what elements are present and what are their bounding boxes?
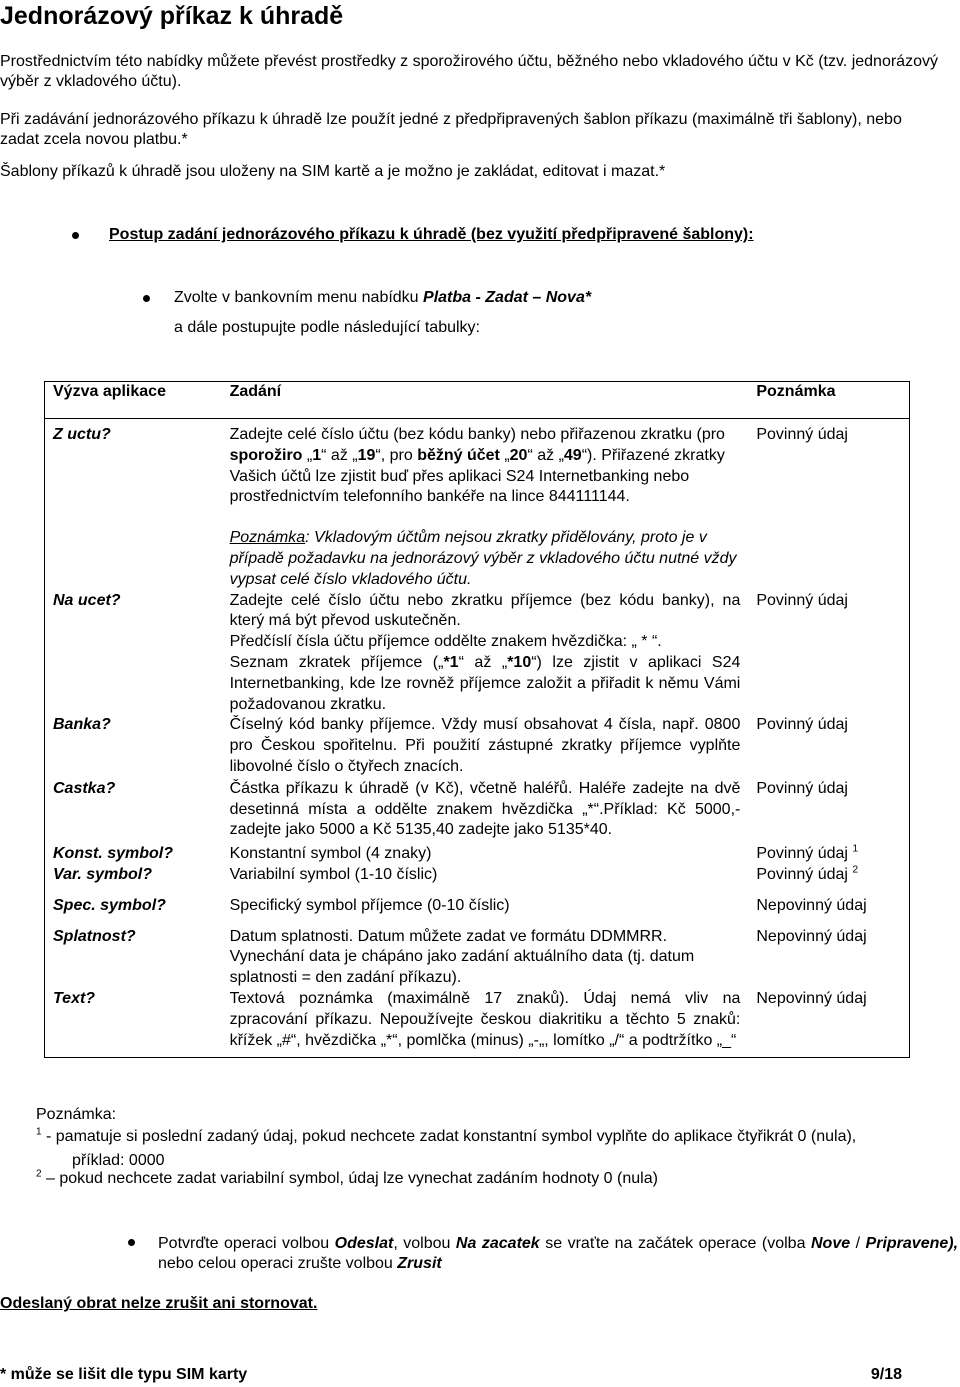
header-zadani: Zadání <box>222 382 749 419</box>
footnotes-title: Poznámka: <box>36 1106 117 1123</box>
row-label: Text? <box>45 989 222 1058</box>
footer-note: * může se lišit dle typu SIM karty <box>0 1366 248 1383</box>
zvolte-prefix: Zvolte v bankovním menu nabídku <box>174 289 424 306</box>
table-row <box>45 778 910 841</box>
warning-text: Odeslaný obrat nelze zrušit ani stornovat. <box>0 1295 318 1312</box>
header-poznamka: Poznámka <box>748 382 909 419</box>
row-poznamka: Povinný údaj <box>748 715 909 777</box>
postup-heading: Postup zadání jednorázového příkazu k úhradě (bez využití předpřipravené šablony): <box>109 226 754 243</box>
footnote-1-example: příklad: 0000 <box>72 1152 165 1169</box>
row-zadani: Číselný kód banky příjemce. Vždy musí obsahovat 4 čísla, např. 0800 pro Českou spořitelnu. Při použití zástupné zkratky příjemce vyplňte libovolné číslo o čtyřech znacích. <box>229 716 741 775</box>
zvolte-line-2: a dále postupujte podle následující tabulky: <box>174 319 480 336</box>
row-poznamka: Povinný údaj <box>748 778 909 841</box>
row-zadani <box>222 419 749 591</box>
row-zadani: Specifický symbol příjemce (0-10 číslic) <box>229 896 510 914</box>
row-label: Castka? <box>45 778 222 841</box>
footnote-2: $^2$ – pokud nechcete zadat variabilní symbol, údaj lze vynechat zadáním hodnoty 0 (nula) <box>36 1168 658 1187</box>
table-row <box>45 419 910 591</box>
bullet-icon <box>72 232 79 239</box>
intro-paragraph-3: Šablony příkazů k úhradě jsou uloženy na SIM kartě a je možno je zakládat, editovat i mazat.* <box>0 163 666 180</box>
page-title: Jednorázový příkaz k úhradě <box>0 2 344 30</box>
row-poznamka: Nepovinný údaj <box>748 886 909 917</box>
row-zadani: Konstantní symbol (4 znaky) <box>229 845 432 863</box>
table-row <box>45 841 910 865</box>
row-poznamka: Povinný údaj $^1$ <box>748 841 909 865</box>
row-zadani: Textová poznámka (maximálně 17 znaků). Údaj nemá vliv na zpracování příkazu. Nepoužívejte českou diakritiku a těchto 5 znaků: křížek „#“, hvězdička „*“, pomlčka (minus) „-„, lomítko „/“ a podtržítko „_“ <box>222 989 749 1058</box>
table-row <box>45 886 910 917</box>
row-zadani: Částka příkazu k úhradě (v Kč), včetně haléřů. Haléře zadejte na dvě desetinná místa a oddělte znakem hvězdička „*“.Příklad: Kč 5000,- zadejte jako 5000 a Kč 5135,40 zadejte jako 5135*40. <box>229 779 741 839</box>
table-row <box>45 591 910 716</box>
row-label: Spec. symbol? <box>45 886 222 917</box>
row-poznamka: Povinný údaj <box>748 419 909 591</box>
table-row <box>45 989 910 1058</box>
row-poznamka: Povinný údaj <box>748 591 909 716</box>
header-vyzva: Výzva aplikace <box>45 382 222 419</box>
row-poznamka: Nepovinný údaj <box>748 989 909 1058</box>
zuctu-note: Poznámka: Vkladovým účtům nejsou zkratky přidělovány, proto je v případě požadavku na jednorázový výběr z vkladového účtu nutné vždy vypsat celé číslo vkladového účtu. <box>229 529 737 588</box>
row-poznamka: Povinný údaj $^2$ <box>748 865 909 886</box>
row-label: Na ucet? <box>45 591 222 716</box>
table-row <box>45 865 910 886</box>
bullet-icon <box>128 1239 135 1246</box>
intro-paragraph-1: Prostřednictvím této nabídky můžete převést prostředky z sporožirového účtu, běžného nebo vkladového účtu v Kč (tzv. jednorázový výběr z vkladového účtu). <box>0 53 938 90</box>
bullet-icon <box>143 295 150 302</box>
table-row <box>45 715 910 777</box>
row-zadani: Zadejte celé číslo účtu nebo zkratku příjemce (bez kódu banky), na který má být převod uskutečněn. Předčíslí čísla účtu příjemce oddělte znakem hvězdička: „ * “. Seznam zkratek příjemce („*1“ až „*10“) lze zjistit v aplikaci S24 Internetbanking, kde lze rovněž příjemce založit a přiřadit k němu Vámi požadovanou zkratku. <box>229 591 741 713</box>
potvrdte-paragraph: Potvrďte operaci volbou Odeslat, volbou Na zacatek se vraťte na začátek operace (volba Nove / Pripravene), nebo celou operaci zrušte volbou Zrusit <box>158 1235 959 1272</box>
row-label: Var. symbol? <box>45 865 222 886</box>
instructions-table <box>44 381 910 1058</box>
row-zadani: Datum splatnosti. Datum můžete zadat ve formátu DDMMRR. Vynechání data je chápáno jako zadání aktuálního data (tj. datum splatnosti = den zadání příkazu). <box>229 927 695 987</box>
row-label: Z uctu? <box>45 419 222 591</box>
row-label: Konst. symbol? <box>45 841 222 865</box>
menu-path: Platba - Zadat – Nova* <box>423 289 592 306</box>
row-zadani: Variabilní symbol (1-10 číslic) <box>229 865 438 883</box>
page-number: 9/18 <box>870 1366 902 1383</box>
table-header-row <box>45 382 910 419</box>
row-label: Splatnost? <box>45 917 222 989</box>
zuctu-text: Zadejte celé číslo účtu (bez kódu banky) nebo přiřazenou zkratku (pro sporožiro „1“ až „19“, pro běžný účet „20“ až „49“). Přiřazené zkratky Vašich účtů lze zjistit buď přes aplikaci S24 Internetbanking nebo prostřednictvím telefonního bankéře na lince 844111144. <box>229 426 725 506</box>
row-poznamka: Nepovinný údaj <box>748 917 909 989</box>
row-label: Banka? <box>45 715 222 777</box>
table-row <box>45 917 910 989</box>
zvolte-line <box>174 289 591 307</box>
footnote-1: $^1$ - pamatuje si poslední zadaný údaj, pokud nechcete zadat konstantní symbol vyplňte do aplikace čtyřikrát 0 (nula), <box>36 1126 857 1145</box>
intro-paragraph-2: Při zadávání jednorázového příkazu k úhradě lze použít jedné z předpřipravených šablon příkazu (maximálně tři šablony), nebo zadat zcela novou platbu.* <box>0 111 902 148</box>
